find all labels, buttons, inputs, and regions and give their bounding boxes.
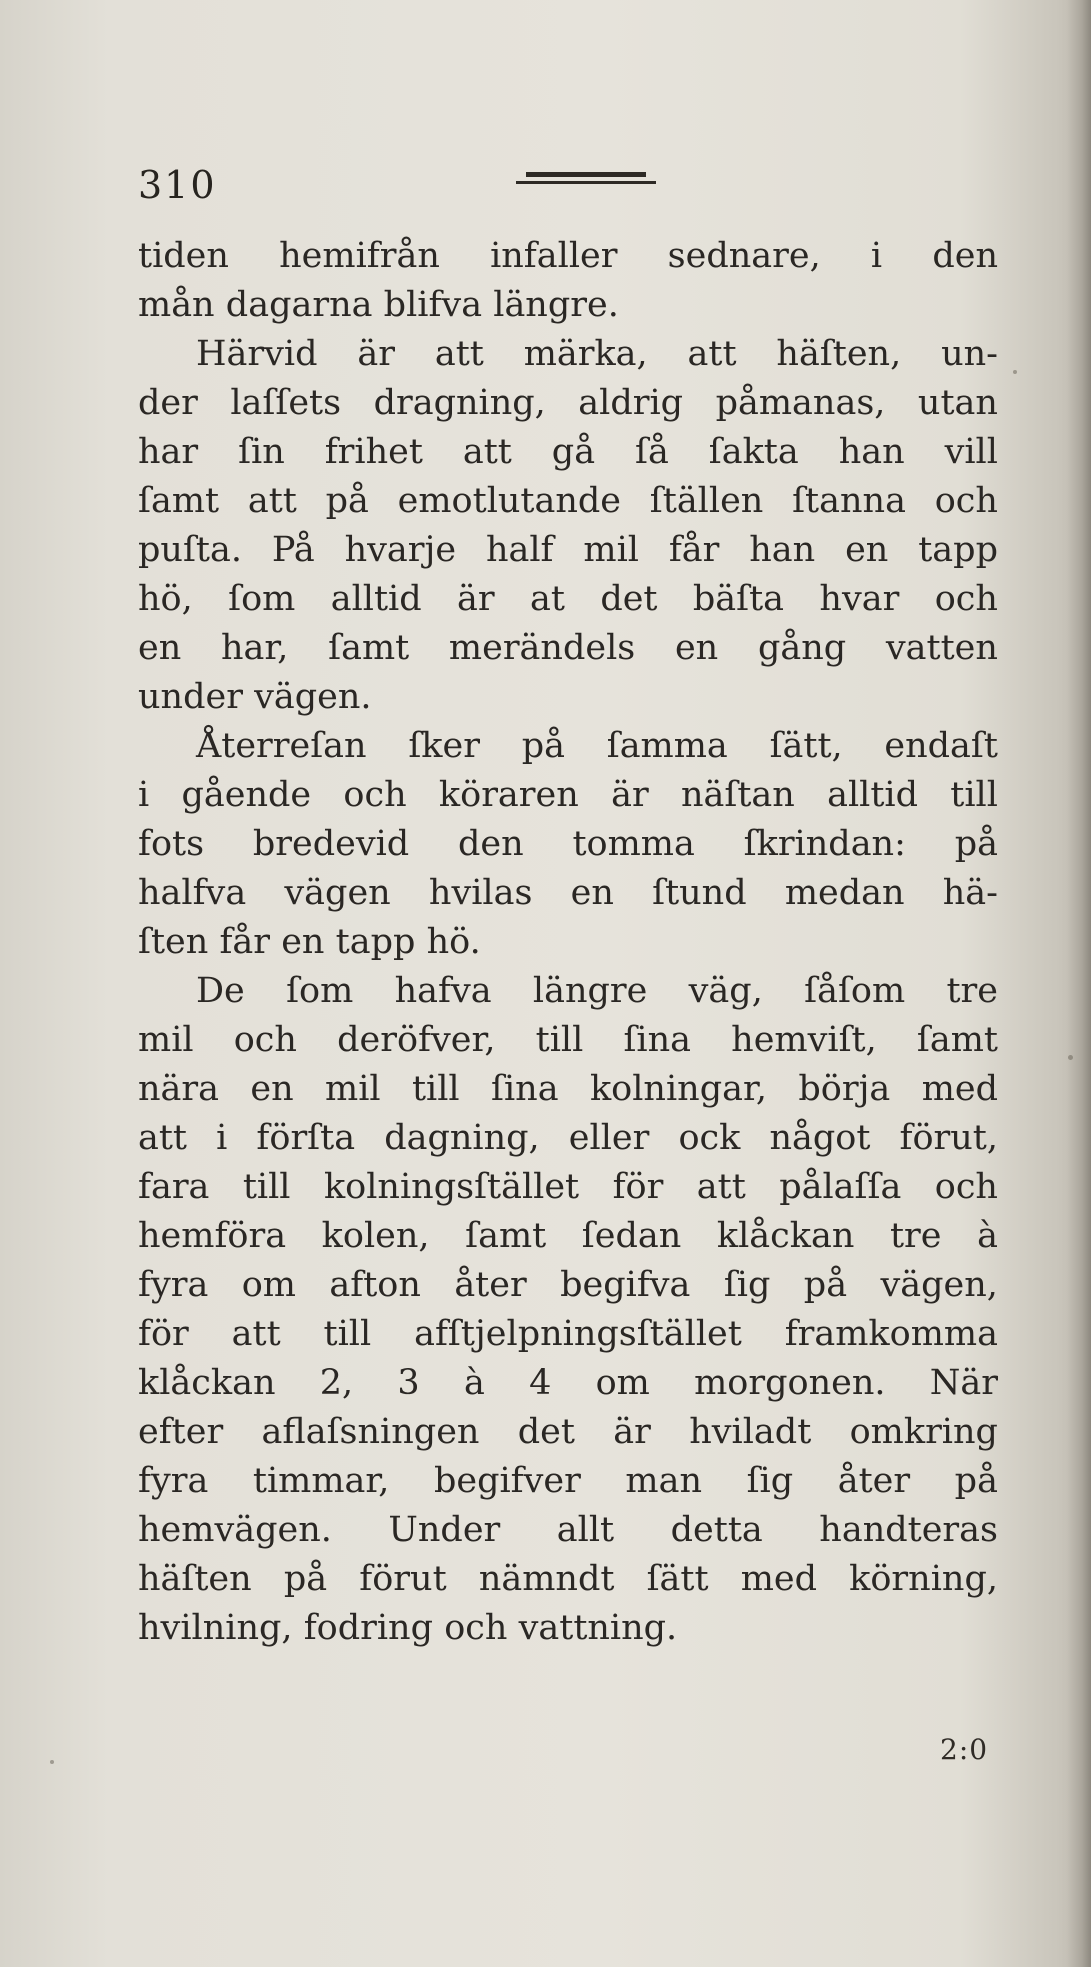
text-word: ſin	[238, 432, 285, 472]
text-word: för	[138, 1314, 189, 1354]
text-line	[138, 1457, 998, 1506]
text-word: à	[463, 1363, 485, 1403]
text-word: pålaſſa	[779, 1167, 902, 1207]
text-word: hafva	[394, 971, 492, 1011]
text-word: frihet	[324, 432, 423, 472]
text-word: ſätt,	[769, 726, 843, 766]
paper-speck	[1068, 1055, 1073, 1060]
text-word: till	[242, 1167, 291, 1207]
text-line	[138, 820, 998, 869]
text-word: tre	[946, 971, 998, 1011]
text-word: hö,	[138, 579, 193, 619]
text-word: vattning.	[518, 1608, 678, 1648]
text-word: at	[530, 579, 565, 619]
text-word: tiden	[138, 236, 229, 276]
text-word: förut,	[899, 1118, 998, 1158]
text-word: att	[247, 481, 297, 521]
text-word: häſten,	[776, 334, 902, 374]
text-line	[138, 428, 998, 477]
text-word: en	[281, 922, 325, 962]
text-word: hemifrån	[279, 236, 440, 276]
text-word: morgonen.	[694, 1363, 886, 1403]
text-word: handteras	[819, 1510, 998, 1550]
text-word: dagning,	[384, 1118, 540, 1158]
text-word: till	[323, 1314, 372, 1354]
text-word: är	[611, 775, 649, 815]
text-word: half	[485, 530, 554, 570]
text-word: kolningar,	[589, 1069, 767, 1109]
text-word: hviladt	[689, 1412, 812, 1452]
page-number: 310	[138, 163, 217, 207]
text-word: och	[934, 481, 998, 521]
text-word: under	[138, 677, 243, 717]
text-word: påmanas,	[715, 383, 886, 423]
text-word: gång	[757, 628, 847, 668]
text-word: man	[625, 1461, 703, 1501]
text-word: aldrig	[578, 383, 684, 423]
text-word: väg,	[688, 971, 763, 1011]
text-word: ſkrindan:	[743, 824, 906, 864]
text-word: om	[595, 1363, 650, 1403]
text-word: efter	[138, 1412, 224, 1452]
text-word: klåckan	[138, 1363, 276, 1403]
text-word: deröfver,	[337, 1020, 496, 1060]
text-word: om	[241, 1265, 296, 1305]
text-line	[138, 869, 998, 918]
ornament-thin-rule	[516, 181, 656, 184]
text-word: längre.	[493, 285, 619, 325]
header-rule-ornament	[516, 172, 656, 186]
text-word: den	[458, 824, 524, 864]
text-word: à	[977, 1216, 998, 1256]
text-word: merändels	[448, 628, 636, 668]
text-word: tapp	[335, 922, 416, 962]
text-word: mil	[583, 530, 639, 570]
text-word: och	[444, 1608, 508, 1648]
text-word: gå	[551, 432, 596, 472]
text-word: kolningsſtället	[323, 1167, 580, 1207]
text-word: är	[457, 579, 495, 619]
text-word: och	[233, 1020, 297, 1060]
text-word: den	[932, 236, 998, 276]
text-word: hemföra	[138, 1216, 287, 1256]
text-word: ſker	[408, 726, 480, 766]
text-word: medan	[784, 873, 905, 913]
text-word: nämndt	[478, 1559, 615, 1599]
text-word: puſta.	[138, 530, 242, 570]
text-word: emotlutande	[397, 481, 622, 521]
text-word: att	[687, 334, 737, 374]
text-word: en	[674, 628, 719, 668]
body-text	[138, 232, 998, 1653]
text-word: ſamt	[916, 1020, 998, 1060]
text-word: bäſta	[692, 579, 785, 619]
text-word: får	[668, 530, 720, 570]
text-line	[138, 918, 998, 967]
text-word: en	[570, 873, 614, 913]
text-word: på	[803, 1265, 848, 1305]
text-word: utan	[917, 383, 998, 423]
text-word: 3	[397, 1363, 420, 1403]
text-word: på	[521, 726, 565, 766]
text-word: hvilas	[428, 873, 533, 913]
text-word: aflaſsningen	[261, 1412, 480, 1452]
text-line	[138, 1359, 998, 1408]
text-word: till	[535, 1020, 584, 1060]
text-word: När	[929, 1363, 998, 1403]
text-word: i	[138, 775, 150, 815]
text-word: att	[434, 334, 484, 374]
text-word: Återreſan	[196, 726, 367, 766]
text-line	[138, 1212, 998, 1261]
text-word: att	[462, 432, 512, 472]
text-word: afton	[329, 1265, 421, 1305]
text-word: ſå	[635, 432, 669, 472]
paper-speck	[1013, 370, 1017, 374]
text-word: bredevid	[252, 824, 410, 864]
text-word: begifva	[560, 1265, 691, 1305]
text-word: är	[613, 1412, 651, 1452]
text-word: tapp	[918, 530, 998, 570]
text-word: begifver	[433, 1461, 581, 1501]
text-word: De	[196, 971, 245, 1011]
text-word: hemvägen.	[138, 1510, 332, 1550]
text-line	[138, 1408, 998, 1457]
text-line	[138, 526, 998, 575]
text-word: till	[411, 1069, 460, 1109]
page-header	[138, 160, 998, 220]
text-word: detta	[670, 1510, 763, 1550]
text-word: kolen,	[321, 1216, 430, 1256]
text-word: hä-	[942, 873, 998, 913]
text-word: hvilning,	[138, 1608, 293, 1648]
text-word: i	[216, 1118, 228, 1158]
text-line	[138, 673, 998, 722]
text-word: på	[325, 481, 369, 521]
text-line	[138, 232, 998, 281]
text-word: På	[271, 530, 315, 570]
text-line	[138, 624, 998, 673]
text-line	[138, 1163, 998, 1212]
text-word: dagarna	[225, 285, 373, 325]
paper-speck	[50, 1760, 54, 1764]
text-word: un-	[941, 334, 998, 374]
text-word: är	[357, 334, 395, 374]
text-line	[138, 722, 998, 771]
text-word: ſtällen	[649, 481, 764, 521]
text-word: har	[138, 432, 199, 472]
text-word: 4	[529, 1363, 552, 1403]
text-word: det	[517, 1412, 575, 1452]
text-word: allt	[556, 1510, 615, 1550]
text-word: på	[954, 824, 998, 864]
text-word: fyra	[138, 1265, 209, 1305]
text-word: börja	[798, 1069, 891, 1109]
text-line	[138, 967, 998, 1016]
text-word: ſedan	[581, 1216, 682, 1256]
text-word: det	[600, 579, 658, 619]
text-word: vägen.	[254, 677, 372, 717]
text-line	[138, 575, 998, 624]
text-word: ſig	[746, 1461, 794, 1501]
text-word: ſten	[138, 922, 209, 962]
text-word: ſamma	[606, 726, 728, 766]
text-word: ſig	[723, 1265, 771, 1305]
text-word: åter	[837, 1461, 911, 1501]
text-word: och	[934, 579, 998, 619]
text-word: ſom	[286, 971, 354, 1011]
text-word: näſtan	[680, 775, 795, 815]
text-word: längre	[532, 971, 648, 1011]
text-word: i	[870, 236, 883, 276]
text-word: körning,	[849, 1559, 998, 1599]
text-word: infaller	[490, 236, 618, 276]
text-word: med	[921, 1069, 998, 1109]
text-word: mil	[325, 1069, 381, 1109]
text-word: märka,	[523, 334, 648, 374]
text-line	[138, 477, 998, 526]
text-line	[138, 281, 998, 330]
text-word: ſåſom	[804, 971, 906, 1011]
text-line	[138, 1016, 998, 1065]
text-word: ſätt	[646, 1559, 709, 1599]
text-word: ſamt	[138, 481, 220, 521]
text-word: han	[749, 530, 816, 570]
text-word: mån	[138, 285, 215, 325]
text-word: omkring	[849, 1412, 998, 1452]
text-word: afſtjelpningsſtället	[414, 1314, 742, 1354]
text-line	[138, 1114, 998, 1163]
text-word: att	[138, 1118, 187, 1158]
text-line	[138, 330, 998, 379]
text-word: tomma	[572, 824, 695, 864]
text-word: får	[219, 922, 271, 962]
text-word: tre	[889, 1216, 942, 1256]
text-word: fodring	[303, 1608, 434, 1648]
text-word: en	[138, 628, 182, 668]
text-word: till	[950, 775, 998, 815]
text-word: alltid	[330, 579, 422, 619]
text-word: åter	[454, 1265, 527, 1305]
text-word: fyra	[138, 1461, 209, 1501]
page-edge-shadow	[1067, 0, 1091, 1967]
text-line	[138, 379, 998, 428]
text-word: ſamt	[465, 1216, 547, 1256]
text-line	[138, 1310, 998, 1359]
text-line	[138, 771, 998, 820]
text-word: blifva	[383, 285, 483, 325]
text-word: häſten	[138, 1559, 252, 1599]
text-word: har,	[220, 628, 289, 668]
text-word: laſſets	[230, 383, 342, 423]
text-word: vatten	[885, 628, 998, 668]
text-word: för	[612, 1167, 664, 1207]
text-word: att	[696, 1167, 746, 1207]
text-word: på	[954, 1461, 998, 1501]
text-word: eller	[568, 1118, 650, 1158]
text-word: dragning,	[373, 383, 546, 423]
text-word: halfva	[138, 873, 247, 913]
text-word: gående	[181, 775, 312, 815]
text-word: 2,	[319, 1363, 354, 1403]
text-word: vill	[944, 432, 998, 472]
text-word: hö.	[426, 922, 481, 962]
text-word: mil	[138, 1020, 194, 1060]
text-word: fots	[138, 824, 205, 864]
text-word: Under	[388, 1510, 501, 1550]
text-word: hemviſt,	[731, 1020, 877, 1060]
text-word: en	[250, 1069, 294, 1109]
text-word: vägen	[284, 873, 391, 913]
text-word: nära	[138, 1069, 220, 1109]
text-word: ſina	[491, 1069, 559, 1109]
text-word: sednare,	[667, 236, 821, 276]
text-word: hvarje	[344, 530, 457, 570]
text-word: ſakta	[708, 432, 799, 472]
text-word: der	[138, 383, 198, 423]
text-word: hvar	[819, 579, 900, 619]
catchword: 2:0	[940, 1733, 989, 1766]
text-word: han	[838, 432, 905, 472]
text-word: alltid	[827, 775, 919, 815]
ornament-thick-rule	[526, 172, 646, 177]
text-word: fara	[138, 1167, 210, 1207]
text-word: ock	[678, 1118, 741, 1158]
text-word: något	[769, 1118, 871, 1158]
text-word: ſom	[228, 579, 296, 619]
text-word: med	[740, 1559, 817, 1599]
text-line	[138, 1555, 998, 1604]
text-word: att	[231, 1314, 281, 1354]
text-word: och	[934, 1167, 998, 1207]
text-word: köraren	[438, 775, 579, 815]
text-word: ſtund	[652, 873, 747, 913]
text-word: Härvid	[196, 334, 318, 374]
text-line	[138, 1506, 998, 1555]
text-word: ſamt	[328, 628, 410, 668]
text-line	[138, 1065, 998, 1114]
text-word: vägen,	[880, 1265, 998, 1305]
text-line	[138, 1604, 998, 1653]
text-word: förut	[359, 1559, 447, 1599]
text-line	[138, 1261, 998, 1310]
text-word: klåckan	[716, 1216, 855, 1256]
text-word: framkomma	[784, 1314, 998, 1354]
text-word: ſina	[623, 1020, 692, 1060]
text-word: timmar,	[252, 1461, 390, 1501]
text-word: och	[343, 775, 407, 815]
text-word: på	[283, 1559, 328, 1599]
text-word: ſtanna	[792, 481, 906, 521]
text-word: förſta	[256, 1118, 356, 1158]
text-word: endaſt	[884, 726, 998, 766]
text-word: en	[845, 530, 889, 570]
